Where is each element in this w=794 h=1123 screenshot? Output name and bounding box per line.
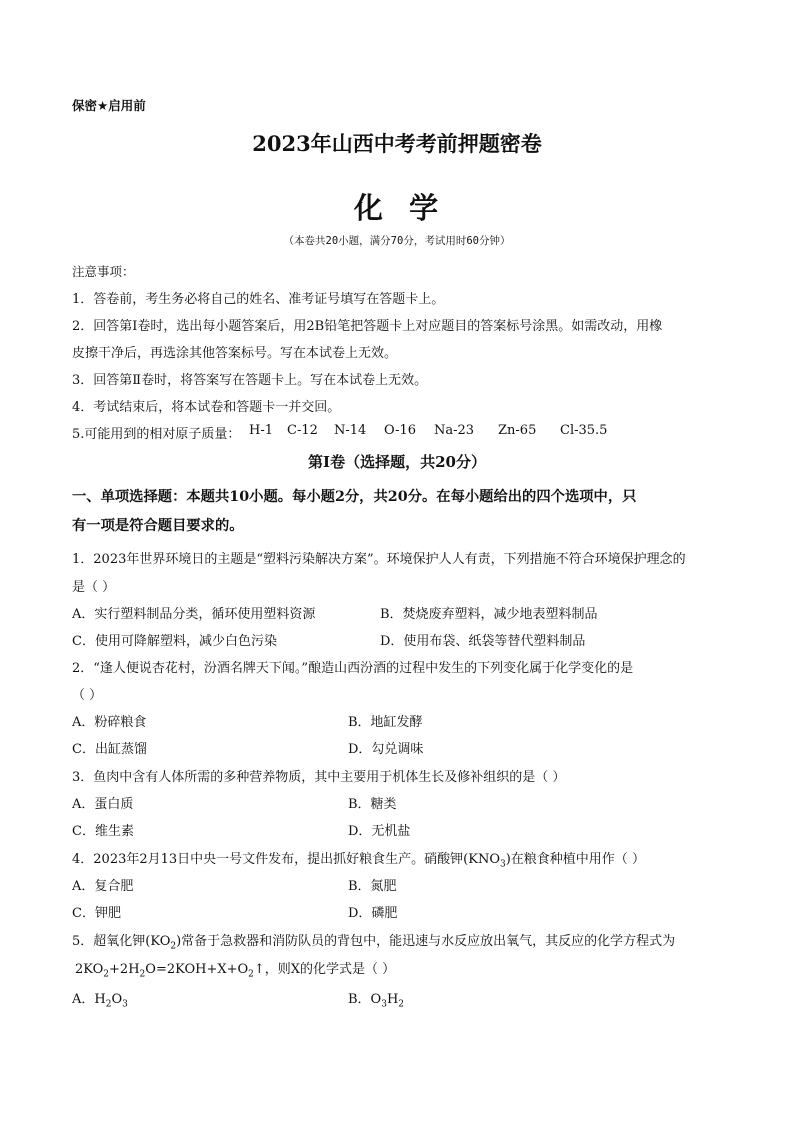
atomic-mass-line — [72, 423, 608, 442]
eq-part: 2KO — [75, 962, 104, 977]
q4-option-c: C．钾肥 — [72, 906, 121, 921]
q5-equation — [75, 958, 395, 980]
eq-part: ↑，则X的化学式是（ ） — [253, 962, 396, 977]
mass-n: N-14 — [334, 423, 367, 438]
exam-title: 2023年山西中考考前押题密卷 — [252, 131, 542, 156]
q1-option-d: D．使用布袋、纸袋等替代塑料制品 — [380, 634, 586, 649]
q5-a-text: O — [111, 992, 123, 1007]
q3-stem: 3．鱼肉中含有人体所需的多种营养物质，其中主要用于机体生长及修补组织的是（ ） — [72, 770, 566, 785]
eq-part: +2H — [109, 962, 140, 977]
q3-option-b: B．糖类 — [348, 797, 397, 812]
q5-a-text: A．H — [72, 992, 106, 1007]
q5-stem-part1: 5．超氧化钾(KO — [72, 934, 171, 949]
notice-item-3: 3．回答第Ⅱ卷时，将答案写在答题卡上。写在本试卷上无效。 — [72, 373, 428, 388]
q2-option-c: C．出缸蒸馏 — [72, 742, 147, 757]
q2-option-d: D．勾兑调味 — [348, 742, 424, 757]
notice-item-4: 4．考试结束后，将本试卷和答题卡一并交回。 — [72, 400, 341, 415]
notice-item-1: 1．答卷前，考生务必将自己的姓名、准考证号填写在答题卡上。 — [72, 292, 445, 307]
eq-part: O=2KOH+X+O — [145, 962, 249, 977]
q1-stem-cont: 是（ ） — [72, 580, 116, 595]
q2-option-a: A．粉碎粮食 — [72, 715, 147, 730]
subject-title: 化 学 — [353, 191, 441, 225]
q4-stem — [72, 848, 645, 870]
q1-option-b: B．焚烧废弃塑料，减少地表塑料制品 — [380, 607, 598, 622]
eq-sub: 2 — [139, 969, 146, 980]
notice-heading: 注意事项： — [72, 264, 135, 279]
confidential-label: 保密★启用前 — [72, 98, 146, 113]
eq-sub: 2 — [103, 969, 110, 980]
q4-option-b: B．氮肥 — [348, 879, 397, 894]
q1-stem: 1．2023年世界环境日的主题是“塑料污染解决方案”。环境保护人人有责，下列措施不符合环境保护理念的 — [72, 552, 686, 567]
eq-sub: 2 — [248, 969, 254, 980]
mass-h: H-1 — [249, 423, 274, 438]
q2-stem: 2．“逢人便说杏花村，汾酒名牌天下闻。”酿造山西汾酒的过程中发生的下列变化属于化学变化的是 — [72, 661, 634, 676]
q5-a-sub: 2 — [105, 999, 112, 1010]
q3-option-c: C．维生素 — [72, 824, 134, 839]
notice-item-2: 2．回答第Ⅰ卷时，选出每小题答案后，用2B铅笔把答题卡上对应题目的答案标号涂黑。如需改动，用橡 — [72, 319, 663, 334]
mass-zn: Zn-65 — [498, 423, 537, 438]
q2-option-b: B．地缸发酵 — [348, 715, 423, 730]
q3-option-a: A．蛋白质 — [72, 797, 134, 812]
section-instruction-2: 有一项是符合题目要求的。 — [72, 518, 244, 534]
q5-stem-part2: )常备于急救器和消防队员的背包中，能迅速与水反应放出氧气，其反应的化学方程式为 — [176, 934, 676, 949]
exam-scope-note: （本卷共20小题，满分70分，考试用时60分钟） — [283, 235, 511, 247]
q5-b-text: H — [386, 992, 399, 1007]
section-instruction-1: 一、单项选择题：本题共10小题。每小题2分，共20分。在每小题给出的四个选项中，只 — [72, 489, 637, 505]
q5-stem — [72, 930, 675, 952]
q4-option-d: D．磷肥 — [348, 906, 398, 921]
q5-subscript: 2 — [170, 941, 177, 952]
mass-na: Na-23 — [434, 423, 475, 438]
mass-c: C-12 — [287, 423, 318, 438]
q5-b-text: B．O — [348, 992, 382, 1007]
q2-stem-cont: （ ） — [72, 688, 103, 703]
mass-cl: Cl-35.5 — [560, 423, 608, 438]
section-heading: 第Ⅰ卷（选择题，共20分） — [308, 453, 486, 471]
mass-o: O-16 — [384, 423, 417, 438]
q5-option-a — [72, 988, 128, 1010]
q5-option-b — [348, 988, 404, 1010]
q5-b-sub: 3 — [381, 999, 387, 1010]
q5-a-sub: 3 — [122, 999, 128, 1010]
q3-option-d: D．无机盐 — [348, 824, 411, 839]
atomic-mass-label: 5.可能用到的相对原子质量： — [72, 427, 241, 442]
notice-item-2-cont: 皮擦干净后，再选涂其他答案标号。写在本试卷上无效。 — [72, 346, 398, 361]
q4-subscript: 3 — [500, 859, 506, 870]
q4-stem-part2: )在粮食种植中用作（ ） — [505, 852, 645, 867]
q5-b-sub: 2 — [398, 999, 405, 1010]
q4-stem-part1: 4．2023年2月13日中央一号文件发布，提出抓好粮食生产。硝酸钾(KNO — [72, 852, 500, 867]
q1-option-a: A．实行塑料制品分类，循环使用塑料资源 — [72, 607, 316, 622]
q4-option-a: A．复合肥 — [72, 879, 134, 894]
q1-option-c: C．使用可降解塑料，减少白色污染 — [72, 634, 277, 649]
